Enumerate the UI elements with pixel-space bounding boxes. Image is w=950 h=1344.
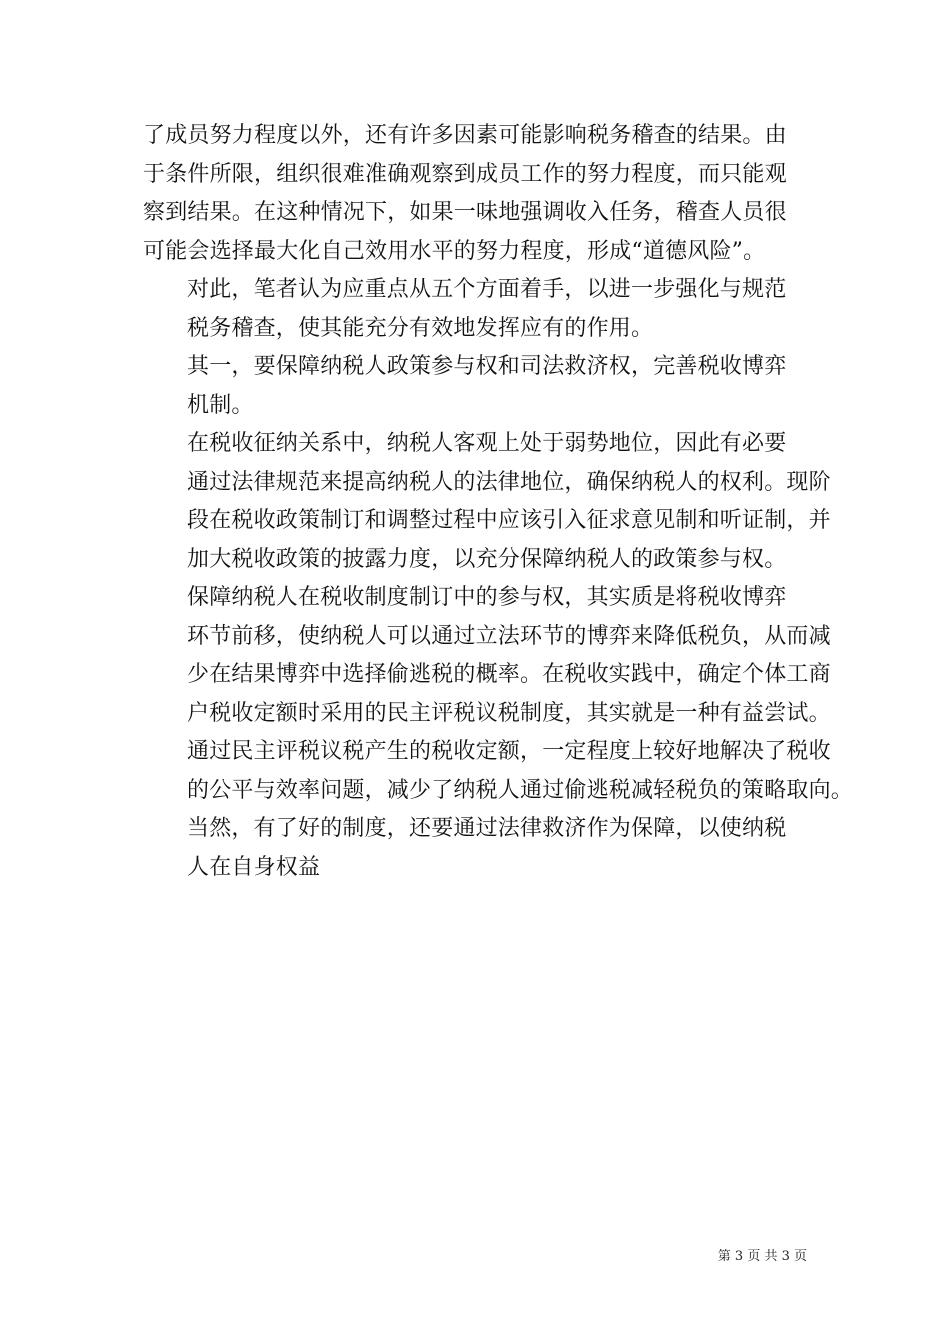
text-line: 在税收征纳关系中，纳税人客观上处于弱势地位，因此有必要 [187,431,787,456]
text-line: 段在税收政策制订和调整过程中应该引入征求意见制和听证制，并 [187,508,831,533]
text-line: 当然，有了好的制度，还要通过法律救济作为保障，以使纳税 [187,816,787,841]
body-text [143,117,854,887]
text-line: 察到结果。在这种情况下，如果一味地强调收入任务，稽查人员很 [143,200,787,225]
text-line: 加大税收政策的披露力度，以充分保障纳税人的政策参与权。 [187,546,787,572]
text-line: 通过法律规范来提高纳税人的法律地位，确保纳税人的权利。现阶 [187,469,831,495]
text-line: 了成员努力程度以外，还有许多因素可能影响税务稽查的结果。由 [143,123,787,148]
paragraph [143,271,807,348]
text-line: 其一，要保障纳税人政策参与权和司法救济权，完善税收博弈 [187,354,787,379]
paragraph [143,579,854,810]
paragraph [143,117,807,271]
text-line: 人在自身权益 [187,854,321,880]
text-line: 保障纳税人在税收制度制订中的参与权，其实质是将税收博弈 [187,585,787,610]
paragraph [143,425,831,579]
text-line: 通过民主评税议税产生的税收定额，一定程度上较好地解决了税收 [187,739,831,764]
page-number-footer: 第 3 页 共 3 页 [717,1249,807,1264]
paragraph [143,348,807,425]
text-line: 可能会选择最大化自己效用水平的努力程度，形成“道德风险”。 [143,238,766,264]
text-line: 户税收定额时采用的民主评税议税制度，其实就是一种有益尝试。 [187,700,831,726]
text-line: 的公平与效率问题，减少了纳税人通过偷逃税减轻税负的策略取向。 [187,777,854,803]
text-line: 于条件所限，组织很难准确观察到成员工作的努力程度，而只能观 [143,161,787,187]
text-line: 少在结果博弈中选择偷逃税的概率。在税收实践中，确定个体工商 [187,662,831,687]
text-line: 对此，笔者认为应重点从五个方面着手，以进一步强化与规范 [187,277,787,302]
text-line: 税务稽查，使其能充分有效地发挥应有的作用。 [187,315,654,341]
text-line: 环节前移，使纳税人可以通过立法环节的博弈来降低税负，从而减 [187,623,831,649]
text-line: 机制。 [187,392,254,418]
paragraph [143,810,807,887]
